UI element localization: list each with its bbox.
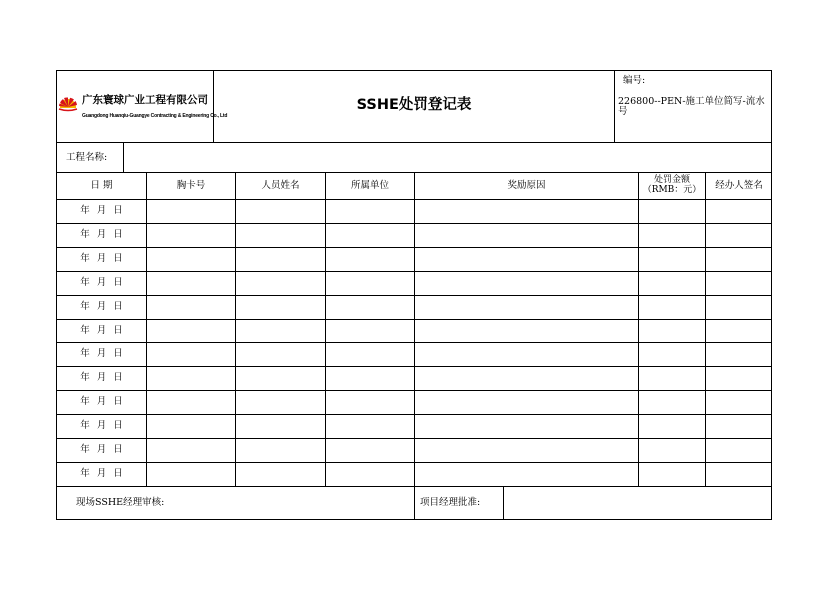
code-value-line2: 号 bbox=[618, 106, 628, 117]
project-name-label: 工程名称: bbox=[66, 152, 108, 163]
form-title: SSHE处罚登记表 bbox=[356, 97, 472, 113]
table-cell[interactable] bbox=[236, 415, 325, 437]
company-name-en: Guangdong Huanqiu-Guangye Contracting & Engineering Co., Ltd bbox=[82, 113, 228, 119]
site-manager-field[interactable] bbox=[190, 488, 412, 518]
company-logo-icon bbox=[57, 96, 79, 116]
footer-col-divider bbox=[503, 486, 504, 520]
table-cell[interactable] bbox=[147, 367, 235, 389]
table-cell[interactable] bbox=[639, 391, 705, 413]
row-date: 年 月 日 bbox=[80, 420, 123, 432]
row-date: 年 月 日 bbox=[80, 228, 123, 240]
project-name-field[interactable] bbox=[124, 143, 771, 171]
table-cell[interactable] bbox=[147, 200, 235, 222]
table-cell[interactable] bbox=[236, 463, 325, 485]
col-header-amount-line2: （RMB：元） bbox=[642, 185, 702, 195]
table-cell[interactable] bbox=[706, 200, 772, 222]
table-cell[interactable] bbox=[415, 391, 638, 413]
table-cell[interactable] bbox=[147, 224, 235, 246]
table-cell[interactable] bbox=[415, 439, 638, 461]
table-cell[interactable] bbox=[639, 415, 705, 437]
table-cell[interactable] bbox=[639, 200, 705, 222]
header-code-divider bbox=[614, 70, 615, 142]
col-header-unit: 所属单位 bbox=[350, 180, 389, 191]
table-cell[interactable] bbox=[236, 248, 325, 270]
code-label: 编号: bbox=[623, 75, 646, 86]
table-cell[interactable] bbox=[147, 272, 235, 294]
table-cell[interactable] bbox=[639, 439, 705, 461]
table-cell[interactable] bbox=[236, 367, 325, 389]
table-cell[interactable] bbox=[415, 224, 638, 246]
col-header-date: 日 期 bbox=[90, 180, 113, 191]
table-cell[interactable] bbox=[639, 296, 705, 318]
row-date: 年 月 日 bbox=[80, 467, 123, 479]
table-cell[interactable] bbox=[415, 272, 638, 294]
table-cell[interactable] bbox=[147, 248, 235, 270]
table-cell[interactable] bbox=[415, 343, 638, 365]
col-header-reason: 奖励原因 bbox=[507, 180, 546, 191]
table-cell[interactable] bbox=[326, 463, 414, 485]
table-cell[interactable] bbox=[326, 415, 414, 437]
table-cell[interactable] bbox=[236, 224, 325, 246]
table-cell[interactable] bbox=[706, 296, 772, 318]
table-cell[interactable] bbox=[326, 391, 414, 413]
table-cell[interactable] bbox=[147, 463, 235, 485]
table-cell[interactable] bbox=[236, 272, 325, 294]
table-cell[interactable] bbox=[639, 343, 705, 365]
row-date: 年 月 日 bbox=[80, 396, 123, 408]
table-cell[interactable] bbox=[147, 415, 235, 437]
table-cell[interactable] bbox=[639, 248, 705, 270]
col-header-name: 人员姓名 bbox=[261, 180, 300, 191]
table-cell[interactable] bbox=[415, 200, 638, 222]
col-header-badge: 胸卡号 bbox=[176, 180, 206, 191]
table-cell[interactable] bbox=[326, 200, 414, 222]
table-cell[interactable] bbox=[706, 439, 772, 461]
table-cell[interactable] bbox=[639, 463, 705, 485]
table-cell[interactable] bbox=[236, 391, 325, 413]
table-cell[interactable] bbox=[415, 296, 638, 318]
table-cell[interactable] bbox=[326, 439, 414, 461]
row-date: 年 月 日 bbox=[80, 444, 123, 455]
table-cell[interactable] bbox=[147, 320, 235, 342]
table-cell[interactable] bbox=[639, 320, 705, 342]
table-cell[interactable] bbox=[706, 320, 772, 342]
company-name-cn: 广东寰球广业工程有限公司 bbox=[82, 94, 208, 106]
row-date: 年 月 日 bbox=[80, 252, 123, 264]
site-manager-label: 现场SSHE经理审核: bbox=[76, 497, 165, 508]
col-header-signature: 经办人签名 bbox=[715, 180, 763, 191]
table-cell[interactable] bbox=[639, 272, 705, 294]
table-cell[interactable] bbox=[236, 343, 325, 365]
row-date: 年 月 日 bbox=[80, 372, 123, 384]
code-value-line1: 226800--PEN-施工单位简写-流水 bbox=[618, 96, 765, 107]
table-cell[interactable] bbox=[326, 224, 414, 246]
table-cell[interactable] bbox=[326, 343, 414, 365]
table-cell[interactable] bbox=[147, 439, 235, 461]
table-cell[interactable] bbox=[706, 415, 772, 437]
table-cell[interactable] bbox=[706, 367, 772, 389]
table-cell[interactable] bbox=[147, 343, 235, 365]
table-cell[interactable] bbox=[326, 248, 414, 270]
table-cell[interactable] bbox=[147, 391, 235, 413]
table-cell[interactable] bbox=[326, 296, 414, 318]
table-cell[interactable] bbox=[706, 224, 772, 246]
row-date: 年 月 日 bbox=[80, 276, 123, 288]
table-cell[interactable] bbox=[415, 248, 638, 270]
table-cell[interactable] bbox=[706, 248, 772, 270]
row-date: 年 月 日 bbox=[80, 348, 123, 360]
table-cell[interactable] bbox=[326, 272, 414, 294]
col-header-amount-line1: 处罚金额 bbox=[653, 175, 690, 185]
table-cell[interactable] bbox=[236, 200, 325, 222]
table-cell[interactable] bbox=[639, 367, 705, 389]
table-cell[interactable] bbox=[326, 320, 414, 342]
table-cell[interactable] bbox=[236, 439, 325, 461]
table-cell[interactable] bbox=[706, 463, 772, 485]
code-value bbox=[618, 97, 765, 117]
table-cell[interactable] bbox=[415, 415, 638, 437]
project-manager-label: 项目经理批准: bbox=[420, 497, 481, 508]
row-date: 年 月 日 bbox=[80, 324, 123, 336]
row-date: 年 月 日 bbox=[80, 300, 123, 312]
table-cell[interactable] bbox=[147, 296, 235, 318]
table-cell[interactable] bbox=[415, 463, 638, 485]
table-cell[interactable] bbox=[706, 272, 772, 294]
table-cell[interactable] bbox=[706, 391, 772, 413]
table-cell[interactable] bbox=[326, 367, 414, 389]
row-date: 年 月 日 bbox=[80, 205, 123, 216]
project-manager-field[interactable] bbox=[505, 488, 770, 518]
table-cell[interactable] bbox=[706, 343, 772, 365]
table-cell[interactable] bbox=[236, 296, 325, 318]
table-cell[interactable] bbox=[236, 320, 325, 342]
col-header-amount bbox=[639, 175, 705, 195]
table-cell[interactable] bbox=[415, 320, 638, 342]
table-cell[interactable] bbox=[639, 224, 705, 246]
table-cell[interactable] bbox=[415, 367, 638, 389]
